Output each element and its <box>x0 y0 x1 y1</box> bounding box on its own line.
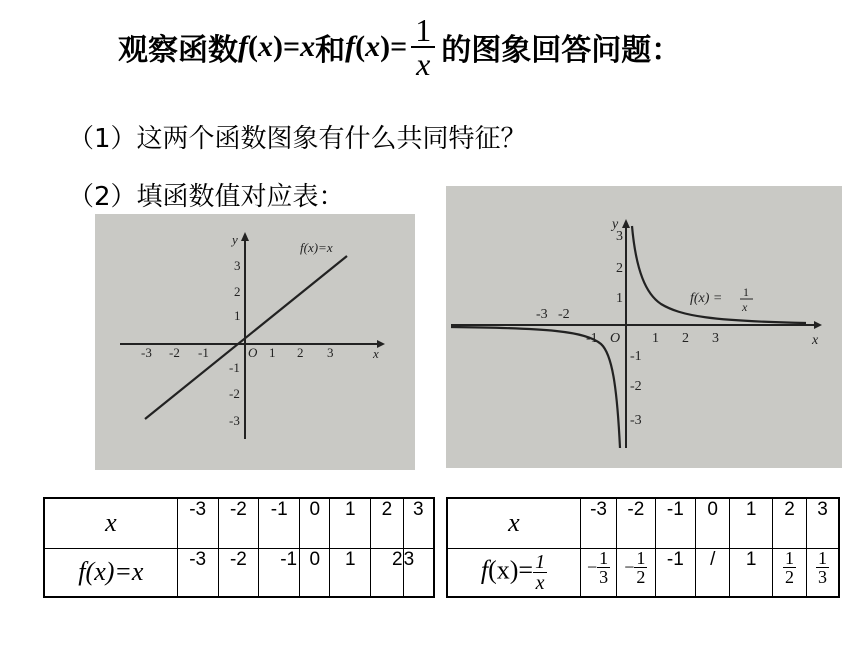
frac-den: 2 <box>785 566 795 587</box>
title-fraction <box>411 14 435 80</box>
title-lp1: ( <box>248 30 258 63</box>
table-head-x: x <box>447 498 580 548</box>
y-tick-label: -2 <box>229 386 240 401</box>
title-rp1: ) <box>273 30 283 63</box>
table-cell: / <box>696 548 730 597</box>
x-tick-label: -2 <box>558 307 570 322</box>
table-cell <box>580 548 616 597</box>
table-cell: -1 <box>655 498 696 548</box>
cell-fraction <box>634 549 647 586</box>
minus-sign: − <box>624 556 635 577</box>
table-head-fx <box>44 548 177 597</box>
y-tick-label: 3 <box>234 258 241 273</box>
y-tick-label: -3 <box>229 413 240 428</box>
table-cell: 2 <box>773 498 807 548</box>
x-axis-label-right: x <box>812 333 819 348</box>
graph-linear <box>95 214 415 470</box>
table-cell: -2 <box>218 548 259 597</box>
y-tick-label: -2 <box>630 379 642 394</box>
graph-reciprocal-photo <box>446 186 842 468</box>
title-x3: x <box>365 30 381 63</box>
title-rp2: ) <box>380 30 391 63</box>
x-tick-label: -2 <box>169 345 180 360</box>
title-frac-den: x <box>416 46 431 82</box>
table-cell: -3 <box>177 498 218 548</box>
head-frac-den: x <box>535 571 545 594</box>
origin-label-left: O <box>248 345 258 360</box>
y-tick-label: -1 <box>229 360 240 375</box>
table-cell: -1 <box>259 498 300 548</box>
table-cell: 2 <box>371 548 403 597</box>
table-cell: 1 <box>330 548 371 597</box>
table-cell: 3 <box>807 498 839 548</box>
y-axis-label-right: y <box>612 217 619 232</box>
x-tick-label: 2 <box>682 331 689 346</box>
table-cell: 0 <box>300 498 330 548</box>
frac-num: 1 <box>785 547 795 568</box>
y-tick-label: 2 <box>234 284 241 299</box>
value-table-reciprocal <box>446 497 840 598</box>
table-cell: -3 <box>580 498 616 548</box>
x-tick-label: 1 <box>652 331 659 346</box>
cell-fraction <box>816 549 829 586</box>
table-cell: -3 <box>177 548 218 597</box>
table-cell: -2 <box>617 498 655 548</box>
x-tick-label: 3 <box>712 331 719 346</box>
head-f: f <box>480 555 489 585</box>
table-cell <box>807 548 839 597</box>
table-cell <box>617 548 655 597</box>
y-axis-arrow <box>622 219 630 228</box>
y-tick-label: -1 <box>630 349 642 364</box>
table-head-fx <box>447 548 580 597</box>
table-cell <box>773 548 807 597</box>
table-cell: 2 <box>371 498 403 548</box>
table-row-fx <box>44 548 434 597</box>
table-cell: 3 <box>403 548 434 597</box>
table-row-fx <box>447 548 839 597</box>
frac-den: 3 <box>599 566 609 587</box>
table-cell: 1 <box>730 498 773 548</box>
x-tick-label: -3 <box>536 307 548 322</box>
frac-num: 1 <box>599 547 609 568</box>
value-table-linear <box>43 497 435 598</box>
x-tick-label: -1 <box>586 331 598 346</box>
head-fraction <box>533 552 547 593</box>
title-f1: f <box>238 30 248 63</box>
y-tick-label: -3 <box>630 413 642 428</box>
cell-fraction <box>597 549 610 586</box>
func-label-reciprocal: f(x) = <box>690 291 723 306</box>
origin-label-right: O <box>610 331 621 346</box>
y-axis-arrow <box>241 232 249 241</box>
graph-reciprocal <box>446 186 842 468</box>
func-label-linear: f(x)=x <box>300 240 333 255</box>
y-tick-label: 2 <box>616 261 623 276</box>
table-cell: 1 <box>330 498 371 548</box>
y-axis-label-left: y <box>232 232 238 247</box>
table-row-x <box>447 498 839 548</box>
table-cell: -2 <box>218 498 259 548</box>
frac-den: 3 <box>818 566 828 587</box>
x-tick-label: 1 <box>269 345 276 360</box>
x-tick-label: 3 <box>327 345 334 360</box>
x-tick-label: -3 <box>141 345 152 360</box>
y-tick-label: 3 <box>616 229 623 244</box>
y-tick-label: 1 <box>234 308 241 323</box>
frac-num: 1 <box>818 547 828 568</box>
page-title <box>118 12 682 82</box>
title-prefix: 观察函数 <box>118 33 238 68</box>
func-label-num: 1 <box>743 285 749 299</box>
cell-fraction <box>783 549 796 586</box>
x-tick-label: 2 <box>297 345 304 360</box>
title-frac-num: 1 <box>411 14 435 48</box>
x-tick-label: -1 <box>198 345 209 360</box>
title-eq2: = <box>390 30 408 63</box>
title-suffix: 的图象回答问题： <box>441 33 682 68</box>
table-row-x <box>44 498 434 548</box>
frac-num: 1 <box>636 547 646 568</box>
title-and: 和 <box>315 33 346 68</box>
head-f: f <box>78 557 86 587</box>
table-head-x: x <box>44 498 177 548</box>
table-cell: -1 <box>259 548 300 597</box>
question-2: （2）填函数值对应表： <box>68 182 345 212</box>
head-frac-num: 1 <box>535 550 546 573</box>
table-cell: 1 <box>730 548 773 597</box>
table-cell: 0 <box>696 498 730 548</box>
title-eq1: = <box>283 30 301 63</box>
table-cell: 0 <box>300 548 330 597</box>
curve-branch-positive <box>632 226 806 323</box>
head-rest: (x)= <box>488 555 534 585</box>
title-x1: x <box>258 30 273 63</box>
graph-linear-photo <box>95 214 415 470</box>
table-cell: -1 <box>655 548 696 597</box>
minus-sign: − <box>586 556 598 577</box>
func-label-den: x <box>742 300 748 314</box>
head-rest: (x)=x <box>85 557 144 587</box>
frac-den: 2 <box>636 566 646 587</box>
title-lp2: ( <box>355 30 366 63</box>
table-cell: 3 <box>403 498 434 548</box>
x-axis-arrow <box>814 321 822 329</box>
title-f2: f <box>345 30 356 63</box>
y-tick-label: 1 <box>616 291 623 306</box>
question-1: （1）这两个函数图象有什么共同特征？ <box>68 124 527 154</box>
x-axis-label-left: x <box>373 346 379 361</box>
title-x2: x <box>300 30 316 63</box>
